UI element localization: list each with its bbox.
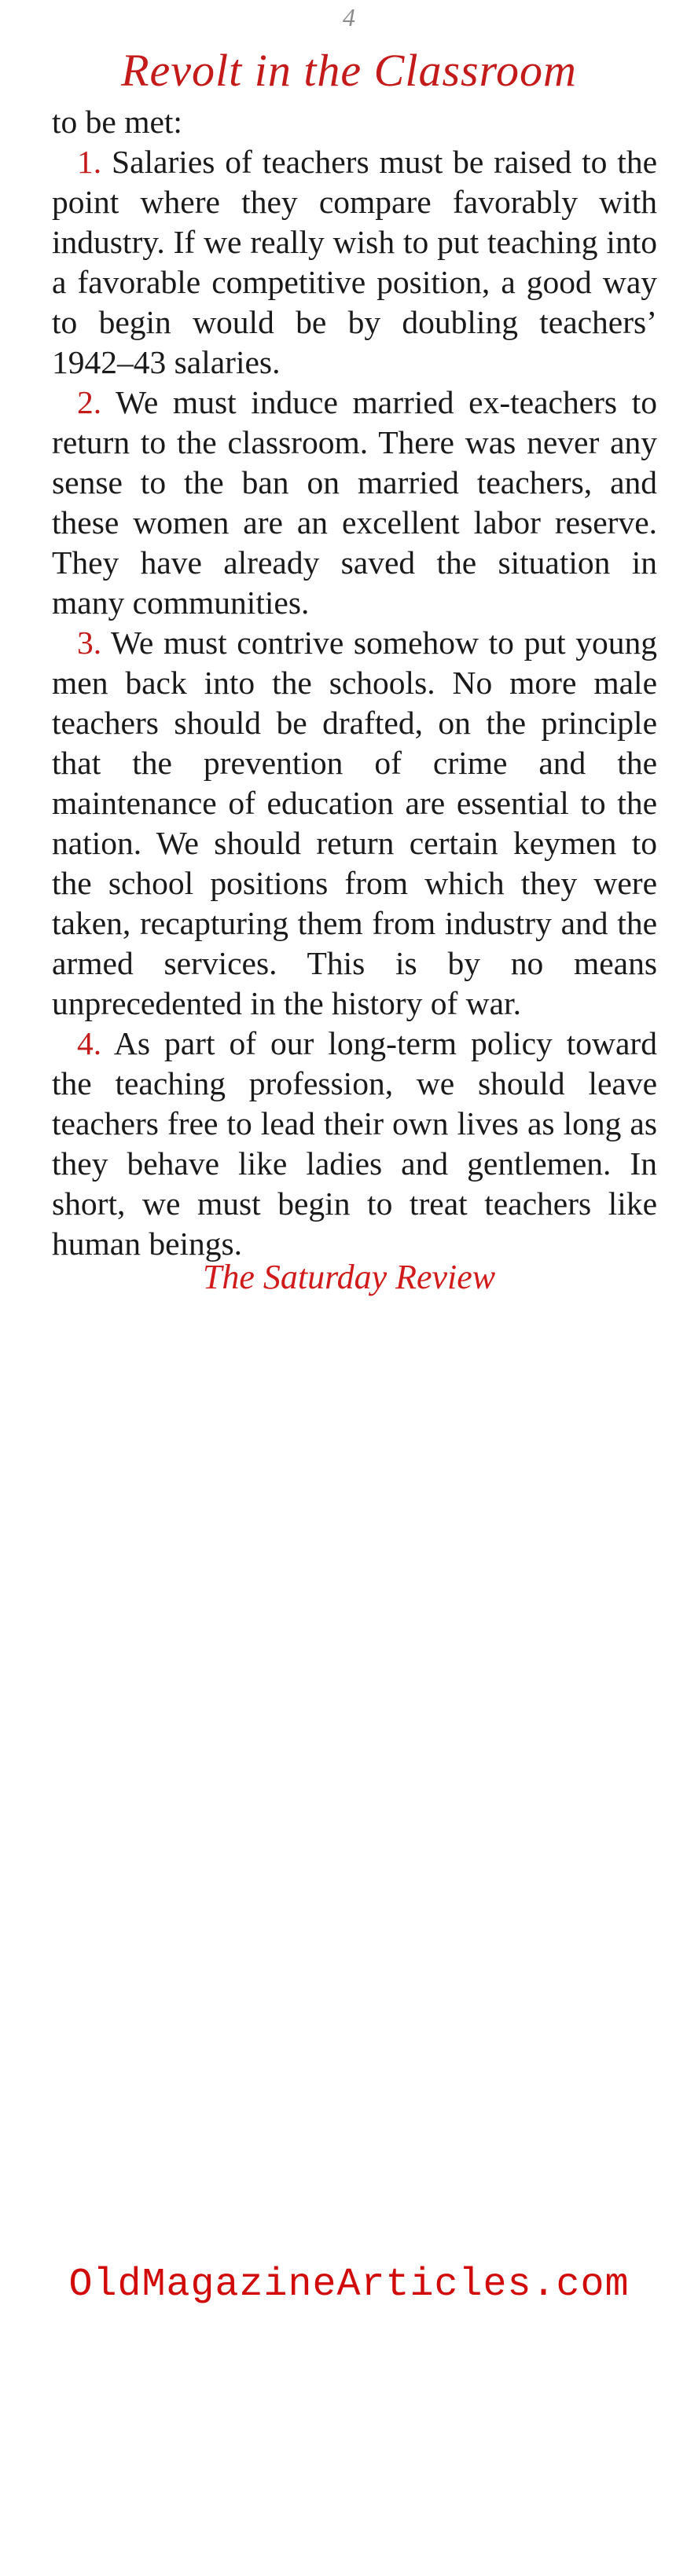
list-item <box>52 383 657 623</box>
source-credit: The Saturday Review <box>202 1258 496 1296</box>
list-item <box>52 623 657 1024</box>
item-text: We must induce married ex-teachers to return to the classroom. There was never any sense to the ban on married teachers, and these women are an excellent labor reserve. They have already saved the situation in many communities. <box>52 384 657 621</box>
page-number: 4 <box>343 3 355 31</box>
intro-text: to be met: <box>52 104 182 140</box>
list-item <box>52 1024 657 1264</box>
item-text: We must contrive somehow to put young men back into the schools. No more male teachers should be drafted, on the principle that the prevention of crime and the maintenance of education are essential to the nation. We should return certain keymen to the school positions from which they were taken, recapturing them from industry and the armed services. This is by no means unprecedented in the history of war. <box>52 625 657 1021</box>
item-number: 3. <box>77 625 102 661</box>
article-body <box>52 102 657 1264</box>
item-text: As part of our long-term policy toward the teaching profession, we should leave teachers free to lead their own lives as long as they behave like ladies and gentlemen. In short, we must begin to treat teachers like human beings. <box>52 1025 657 1262</box>
item-number: 2. <box>77 384 102 420</box>
item-number: 4. <box>77 1025 102 1061</box>
item-text: Salaries of teachers must be raised to the point where they compare favorably with industry. If we really wish to put teaching into a favorable competitive position, a good way to begin would be by doubling teachers’ 1942–43 salaries. <box>52 144 657 380</box>
list-item <box>52 142 657 383</box>
article-title: Revolt in the Classroom <box>121 45 577 96</box>
item-number: 1. <box>77 144 102 180</box>
site-watermark: OldMagazineArticles.com <box>68 2263 630 2307</box>
